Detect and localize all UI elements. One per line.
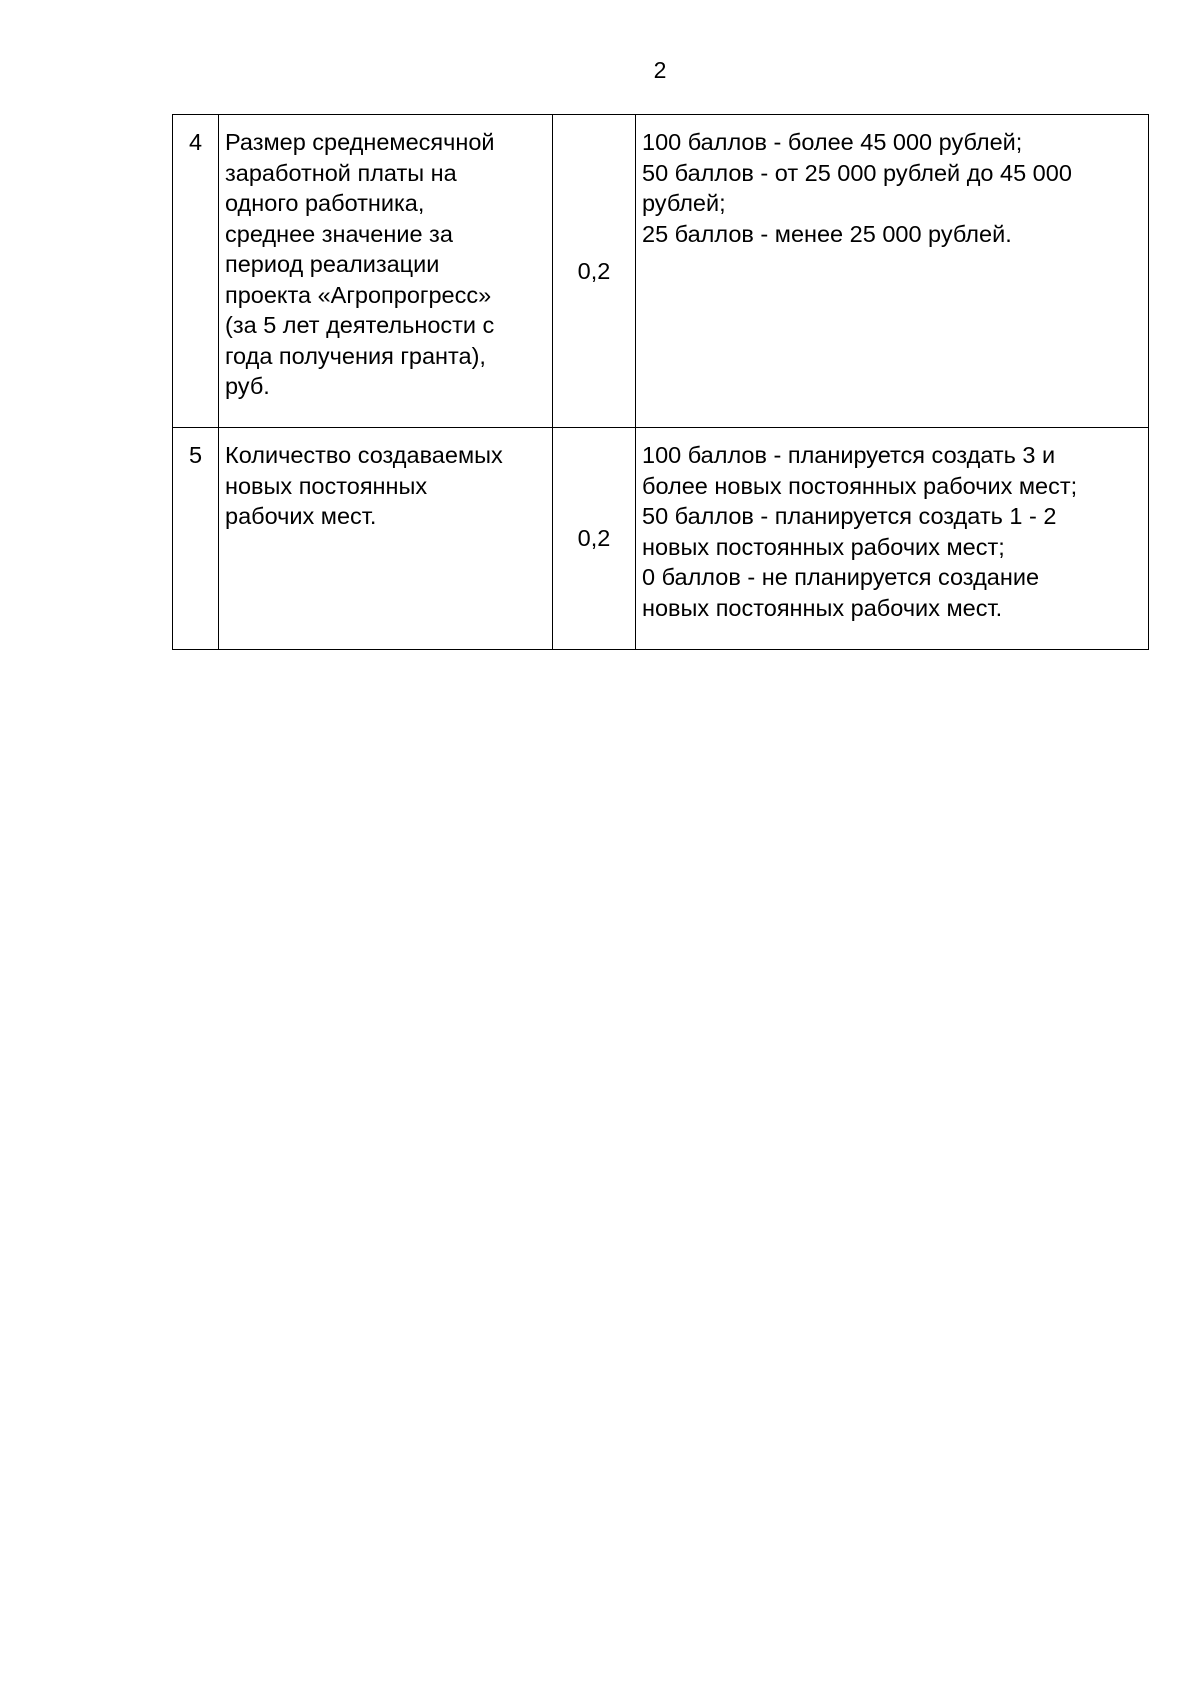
criterion-name-line: одного работника, [225,190,425,216]
criterion-number: 5 [173,428,219,650]
criterion-name-line: проекта «Агропрогресс» [225,281,492,308]
criterion-name-line: Количество создаваемых [225,442,503,468]
criterion-name-line: года получения гранта), [225,342,486,369]
criterion-scoring-line: новых постоянных рабочих мест. [642,594,1003,621]
criterion-scoring-line: 50 баллов - от 25 000 рублей до 45 000 [642,159,1072,186]
criterion-name-line: руб. [225,373,270,399]
criterion-name-line: заработной платы на [225,159,457,186]
criterion-scoring-line: 25 баллов - менее 25 000 рублей. [642,220,1012,247]
criterion-name-line: Размер среднемесячной [225,129,495,155]
criterion-scoring [636,428,1149,650]
criteria-table [172,114,1149,650]
criterion-name-line: (за 5 лет деятельности с [225,312,495,338]
criterion-scoring-line: новых постоянных рабочих мест; [642,533,1005,560]
criterion-scoring-line: более новых постоянных рабочих мест; [642,472,1078,499]
criterion-name-line: рабочих мест. [225,503,377,529]
criterion-number: 4 [173,115,219,428]
criterion-scoring-line: 100 баллов - более 45 000 рублей; [642,129,1023,155]
criterion-name-line: новых постоянных [225,472,428,499]
page-number: 2 [653,57,667,83]
criterion-name [219,115,553,428]
criterion-scoring-line: 100 баллов - планируется создать 3 и [642,442,1056,468]
criterion-name-line: среднее значение за [225,220,453,247]
criterion-name-line: период реализации [225,251,440,277]
criterion-scoring [636,115,1149,428]
table-row [173,115,1149,428]
criterion-scoring-line: рублей; [642,190,726,216]
criterion-name [219,428,553,650]
criterion-weight: 0,2 [553,115,636,428]
table-row [173,428,1149,650]
criterion-scoring-line: 50 баллов - планируется создать 1 - 2 [642,503,1057,529]
criterion-weight: 0,2 [553,428,636,650]
criterion-scoring-line: 0 баллов - не планируется создание [642,564,1040,590]
